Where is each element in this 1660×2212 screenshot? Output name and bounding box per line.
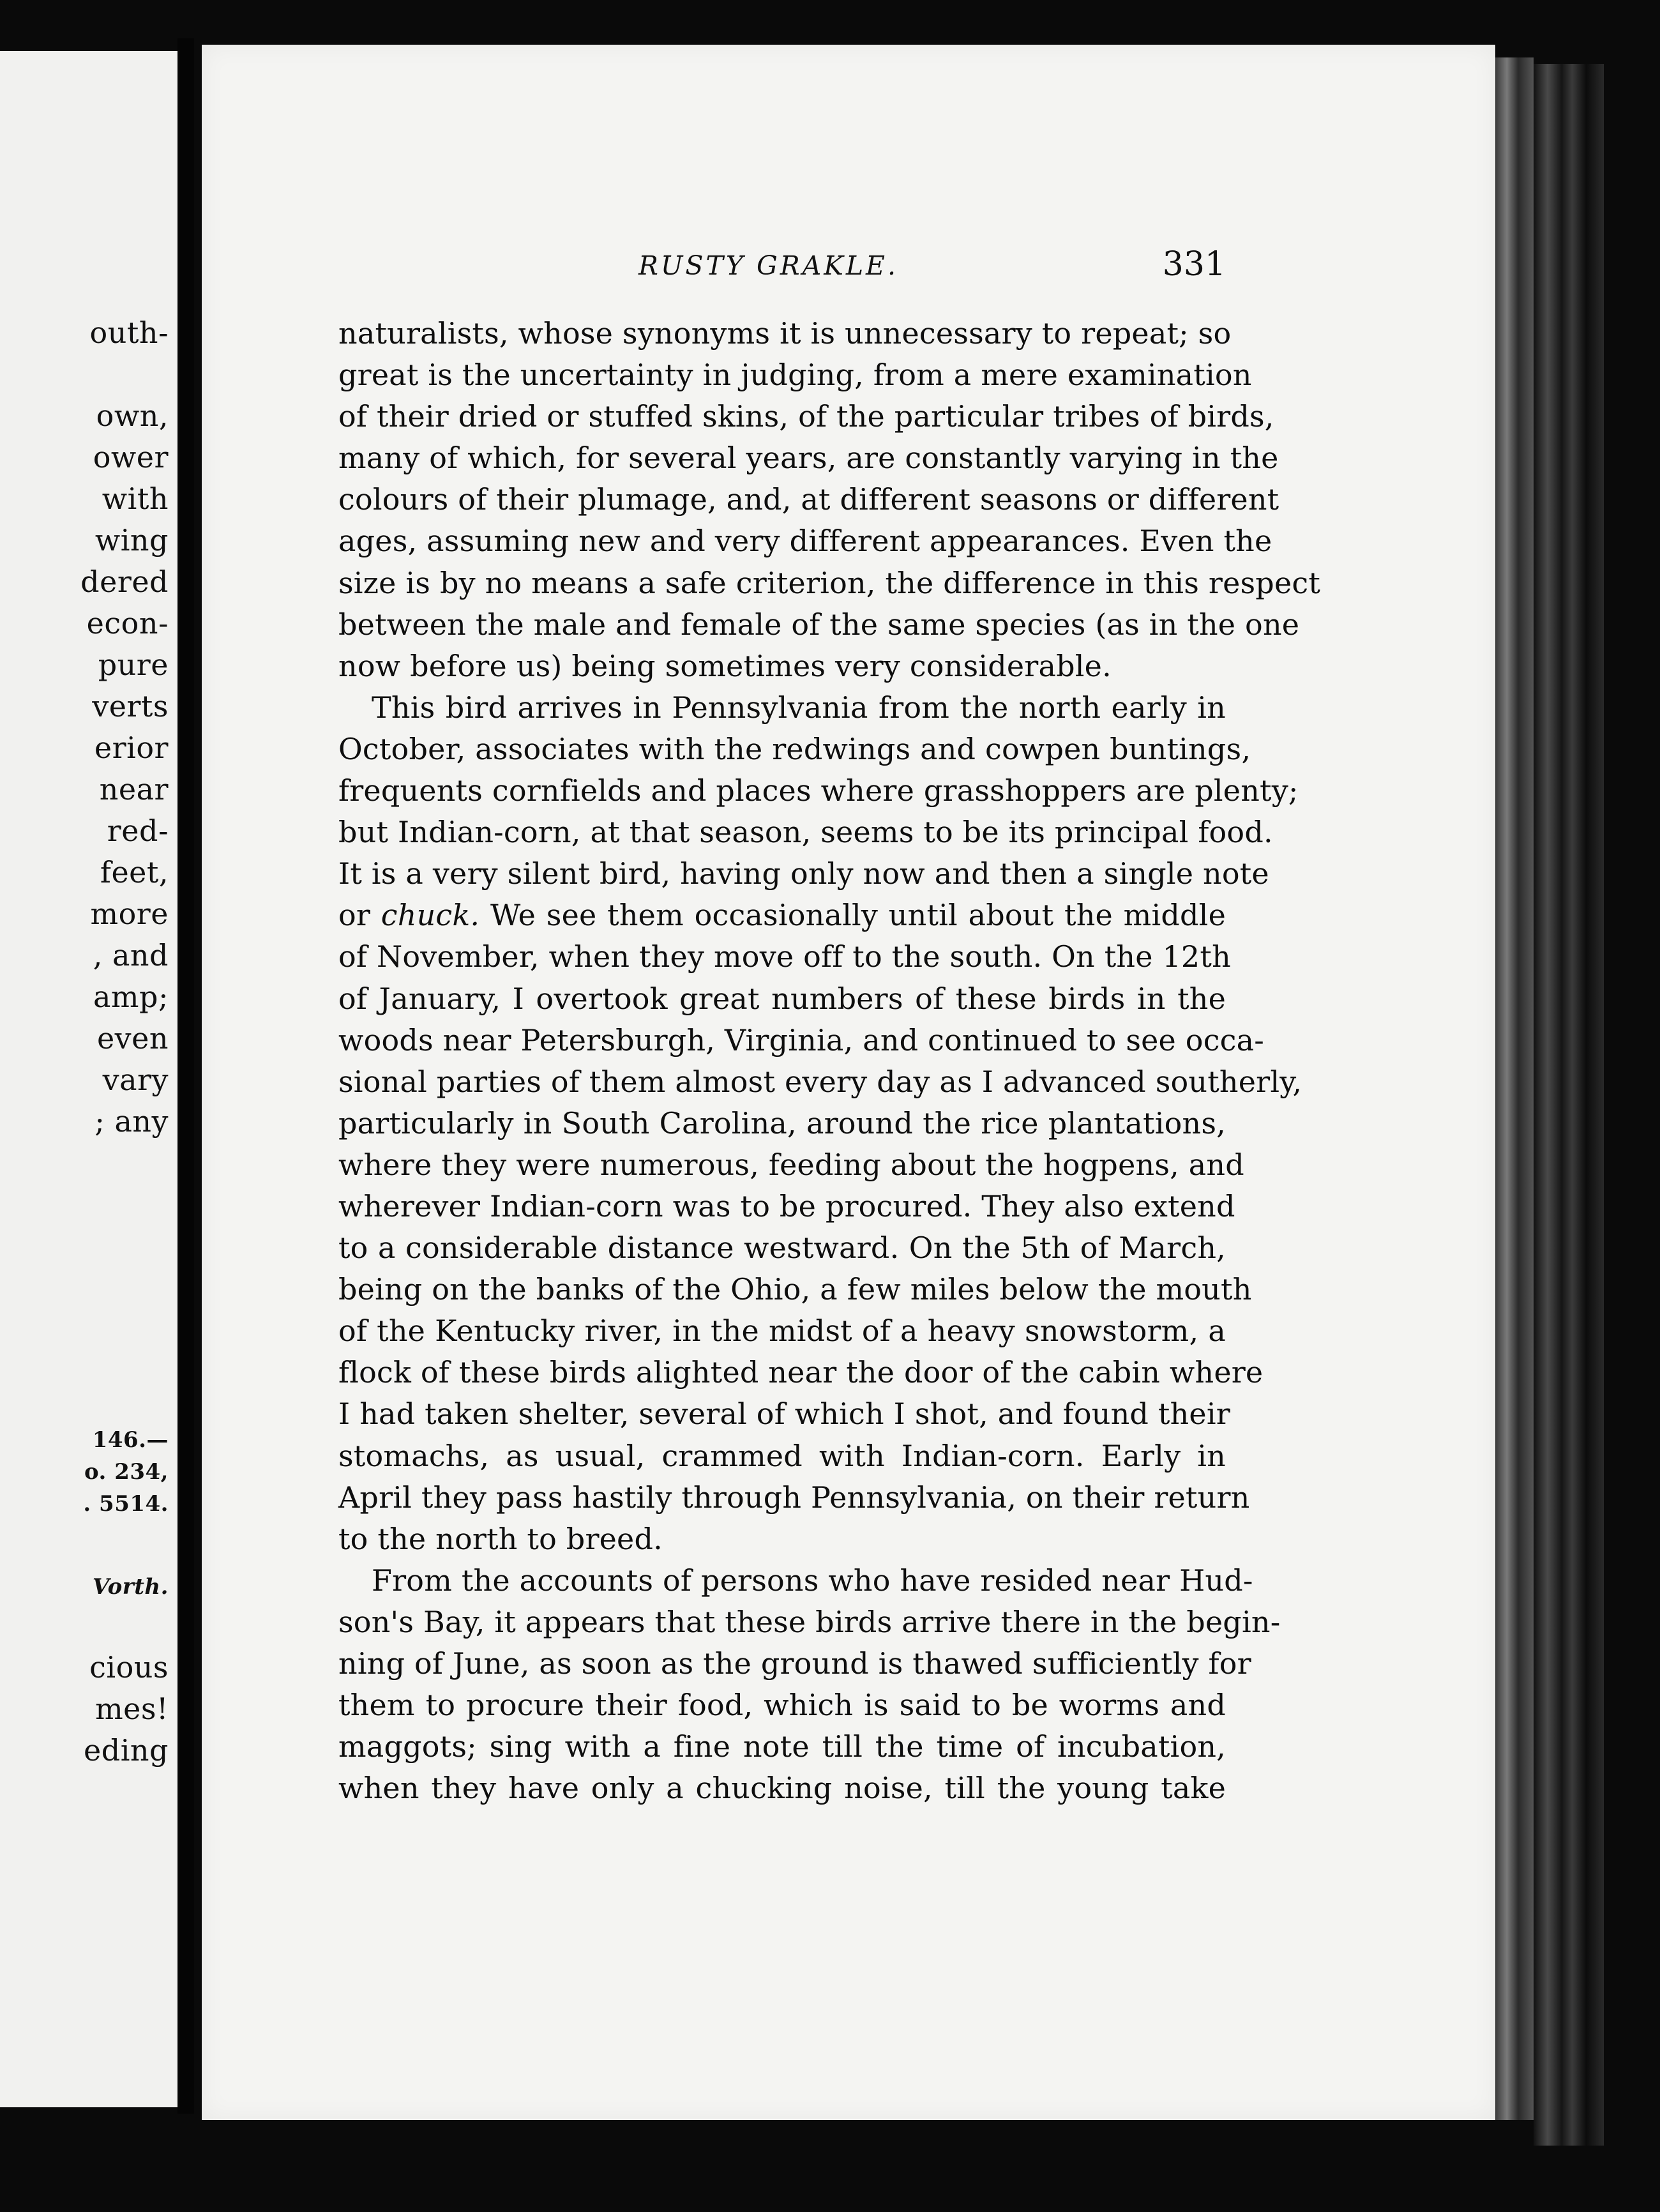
left-fragment: dered	[80, 564, 169, 599]
text-line: From the accounts of persons who have resided near Hud-	[372, 1563, 1253, 1598]
text-line: son's Bay, it appears that these birds arrive there in the begin-	[338, 1604, 1281, 1639]
left-fragment: outh-	[89, 315, 169, 350]
text-line: maggots; sing with a fine note till the time of incubation,	[338, 1729, 1226, 1764]
left-fragment: near	[99, 772, 169, 807]
page-number: 331	[1162, 245, 1226, 284]
line-segment: or	[338, 898, 381, 933]
text-line: particularly in South Carolina, around the rice plantations,	[338, 1105, 1226, 1140]
text-line: great is the uncertainty in judging, from a mere examination	[338, 358, 1252, 393]
left-fragment: feet,	[100, 855, 169, 890]
left-reference: . 5514.	[83, 1491, 169, 1517]
left-fragment: red-	[107, 814, 169, 848]
book-edge	[1534, 64, 1604, 2146]
body-text	[338, 313, 1321, 1809]
left-fragment: erior	[94, 731, 169, 765]
text-line: sional parties of them almost every day as I advanced southerly,	[338, 1064, 1302, 1099]
left-reference: o. 234,	[84, 1459, 169, 1485]
left-fragment: , and	[93, 938, 169, 973]
left-fragment: vary	[102, 1063, 169, 1097]
left-fragment: wing	[94, 523, 169, 557]
line-segment: We see them occasionally until about the middle	[479, 898, 1226, 933]
italic-word: chuck.	[381, 898, 480, 933]
left-fragment: more	[90, 897, 169, 931]
text-line: of November, when they move off to the south. On the 12th	[338, 939, 1231, 974]
text-line: of their dried or stuffed skins, of the particular tribes of birds,	[338, 399, 1274, 434]
text-line: when they have only a chucking noise, till the young take	[338, 1771, 1226, 1806]
text-line: frequents cornfields and places where grasshoppers are plenty;	[338, 773, 1299, 808]
running-head: RUSTY GRAKLE.	[638, 250, 899, 281]
page-header	[338, 245, 1232, 290]
text-line: stomachs, as usual, crammed with Indian-corn. Early in	[338, 1438, 1226, 1473]
page-edge	[1495, 57, 1534, 2120]
text-line: woods near Petersburgh, Virginia, and continued to see occa-	[338, 1022, 1264, 1057]
text-line: October, associates with the redwings and cowpen buntings,	[338, 731, 1251, 766]
text-line: wherever Indian-corn was to be procured. They also extend	[338, 1188, 1235, 1223]
left-fragment: eding	[84, 1733, 169, 1768]
text-line: ning of June, as soon as the ground is thawed sufficiently for	[338, 1646, 1251, 1681]
text-line: April they pass hastily through Pennsylvania, on their return	[338, 1480, 1250, 1515]
left-fragment: ower	[93, 440, 169, 474]
text-line: This bird arrives in Pennsylvania from the north early in	[372, 690, 1226, 725]
text-line: flock of these birds alighted near the door of the cabin where	[338, 1355, 1264, 1390]
text-line: but Indian-corn, at that season, seems to be its principal food.	[338, 815, 1273, 850]
left-fragment: ; any	[94, 1104, 169, 1139]
left-fragment: mes!	[95, 1692, 169, 1726]
text-line: I had taken shelter, several of which I shot, and found their	[338, 1397, 1230, 1432]
text-line: now before us) being sometimes very considerable.	[338, 648, 1112, 683]
left-reference: 146.—	[92, 1427, 169, 1453]
left-fragment: pure	[98, 648, 169, 682]
left-facing-page	[0, 51, 177, 2107]
text-line: them to procure their food, which is said to be worms and	[338, 1688, 1226, 1723]
text-line: of January, I overtook great numbers of these birds in the	[338, 981, 1226, 1016]
left-fragment: own,	[96, 398, 169, 433]
text-line: many of which, for several years, are constantly varying in the	[338, 441, 1279, 476]
text-line: colours of their plumage, and, at different seasons or different	[338, 482, 1279, 517]
text-line-with-italic	[338, 895, 1226, 936]
left-fragment: amp;	[93, 980, 169, 1014]
left-fragment: even	[96, 1021, 169, 1056]
text-line: naturalists, whose synonyms it is unnecessary to repeat; so	[338, 316, 1232, 351]
text-line: to the north to breed.	[338, 1521, 663, 1556]
text-line: between the male and female of the same species (as in the one	[338, 607, 1300, 642]
left-fragment: with	[102, 481, 169, 516]
left-fragment: econ-	[86, 606, 169, 640]
text-line: to a considerable distance westward. On the 5th of March,	[338, 1231, 1226, 1266]
text-line: where they were numerous, feeding about the hogpens, and	[338, 1147, 1244, 1182]
left-fragment: cious	[89, 1650, 169, 1685]
text-line: It is a very silent bird, having only now and then a single note	[338, 856, 1269, 891]
text-line: being on the banks of the Ohio, a few miles below the mouth	[338, 1272, 1252, 1307]
text-line: size is by no means a safe criterion, the difference in this respect	[338, 565, 1321, 600]
left-fragment: verts	[92, 689, 169, 723]
text-line: of the Kentucky river, in the midst of a heavy snowstorm, a	[338, 1314, 1226, 1349]
text-line: ages, assuming new and very different appearances. Even the	[338, 524, 1272, 559]
left-italic-reference: Vorth.	[92, 1574, 169, 1600]
book-gutter	[177, 38, 194, 2114]
